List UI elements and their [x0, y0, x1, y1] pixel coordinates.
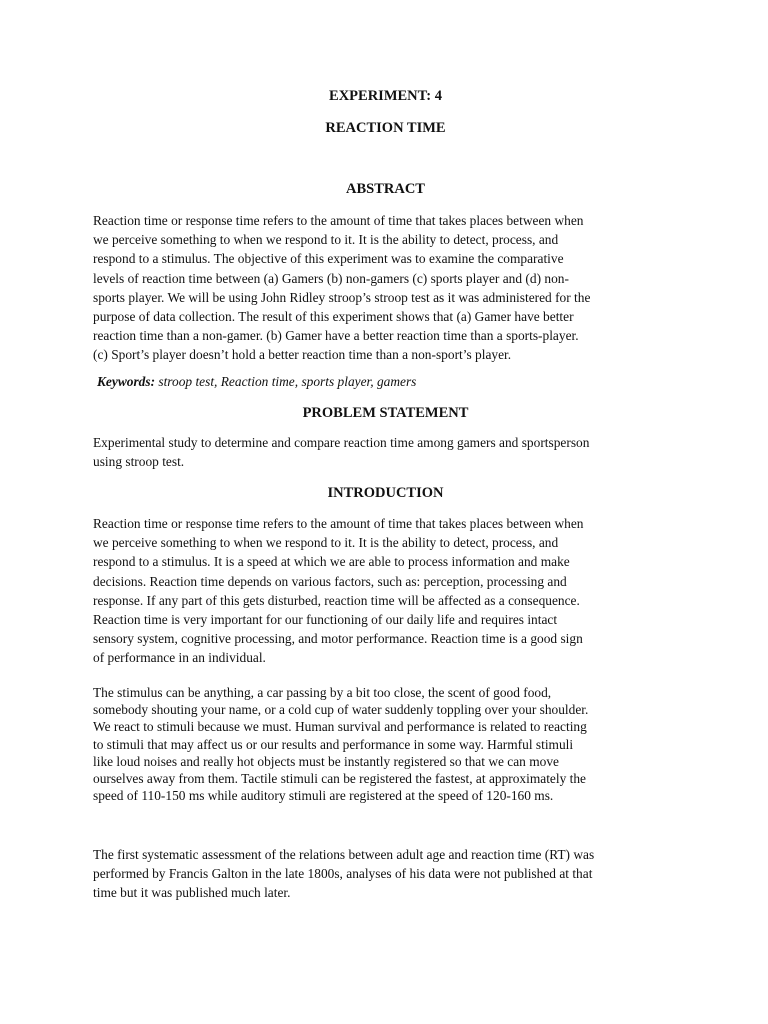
document-body	[93, 86, 678, 902]
keywords-text: stroop test, Reaction time, sports player, gamers	[155, 373, 417, 389]
problem-statement-heading: PROBLEM STATEMENT	[302, 404, 469, 421]
introduction-paragraph-3: The first systematic assessment of the relations between adult age and reaction time (RT) was performed by Francis Galton in the late 1800s, analyses of his data were not published at that time but it was published much later.	[93, 846, 595, 901]
introduction-paragraph-2: The stimulus can be anything, a car passing by a bit too close, the scent of good food, somebody shouting your name, or a cold cup of water suddenly toppling over your shoulder. We react to stimuli because we must. Human survival and performance is related to reacting to stimuli that may affect us or our results and performance in some way. Harmful stimuli like loud noises and really hot objects must be instantly registered so that we can move ourselves away from them. Tactile stimuli can be registered the fastest, at approximately the speed of 110-150 ms while auditory stimuli are registered at the speed of 120-160 ms.	[93, 684, 589, 804]
keywords-line	[93, 372, 678, 391]
problem-statement-text: Experimental study to determine and compare reaction time among gamers and sportsperson using stroop test.	[93, 434, 590, 469]
introduction-paragraph-1: Reaction time or response time refers to the amount of time that takes places between when we perceive something to when we respond to it. It is the ability to detect, process, and respond to a stimulus. It is a speed at which we are able to process information and make decisions. Reaction time depends on various factors, such as: perception, processing and response. If any part of this gets disturbed, reaction time will be affected as a consequence. Reaction time is very important for our functioning of our daily life and requires intact sensory system, cognitive processing, and motor performance. Reaction time is a good sign of performance in an individual.	[93, 516, 584, 666]
abstract-heading: ABSTRACT	[346, 181, 425, 197]
keywords-label: Keywords:	[97, 373, 156, 389]
page-title: REACTION TIME	[325, 120, 446, 136]
experiment-heading: EXPERIMENT: 4	[329, 88, 442, 104]
abstract-text: Reaction time or response time refers to the amount of time that takes places between when we perceive something to when we respond to it. It is the ability to detect, process, and respond to a stimulus. The objective of this experiment was to examine the comparative levels of reaction time between (a) Gamers (b) non-gamers (c) sports player and (d) non- sports player. We will be using John Ridley stroop’s stroop test as it was administered for the purpose of data collection. The result of this experiment shows that (a) Gamer have better reaction time than a non-gamer. (b) Gamer have a better reaction time than a sports-player. (c) Sport’s player doesn’t hold a better reaction time than a non-sport’s player.	[93, 213, 591, 363]
introduction-heading: INTRODUCTION	[327, 485, 444, 502]
